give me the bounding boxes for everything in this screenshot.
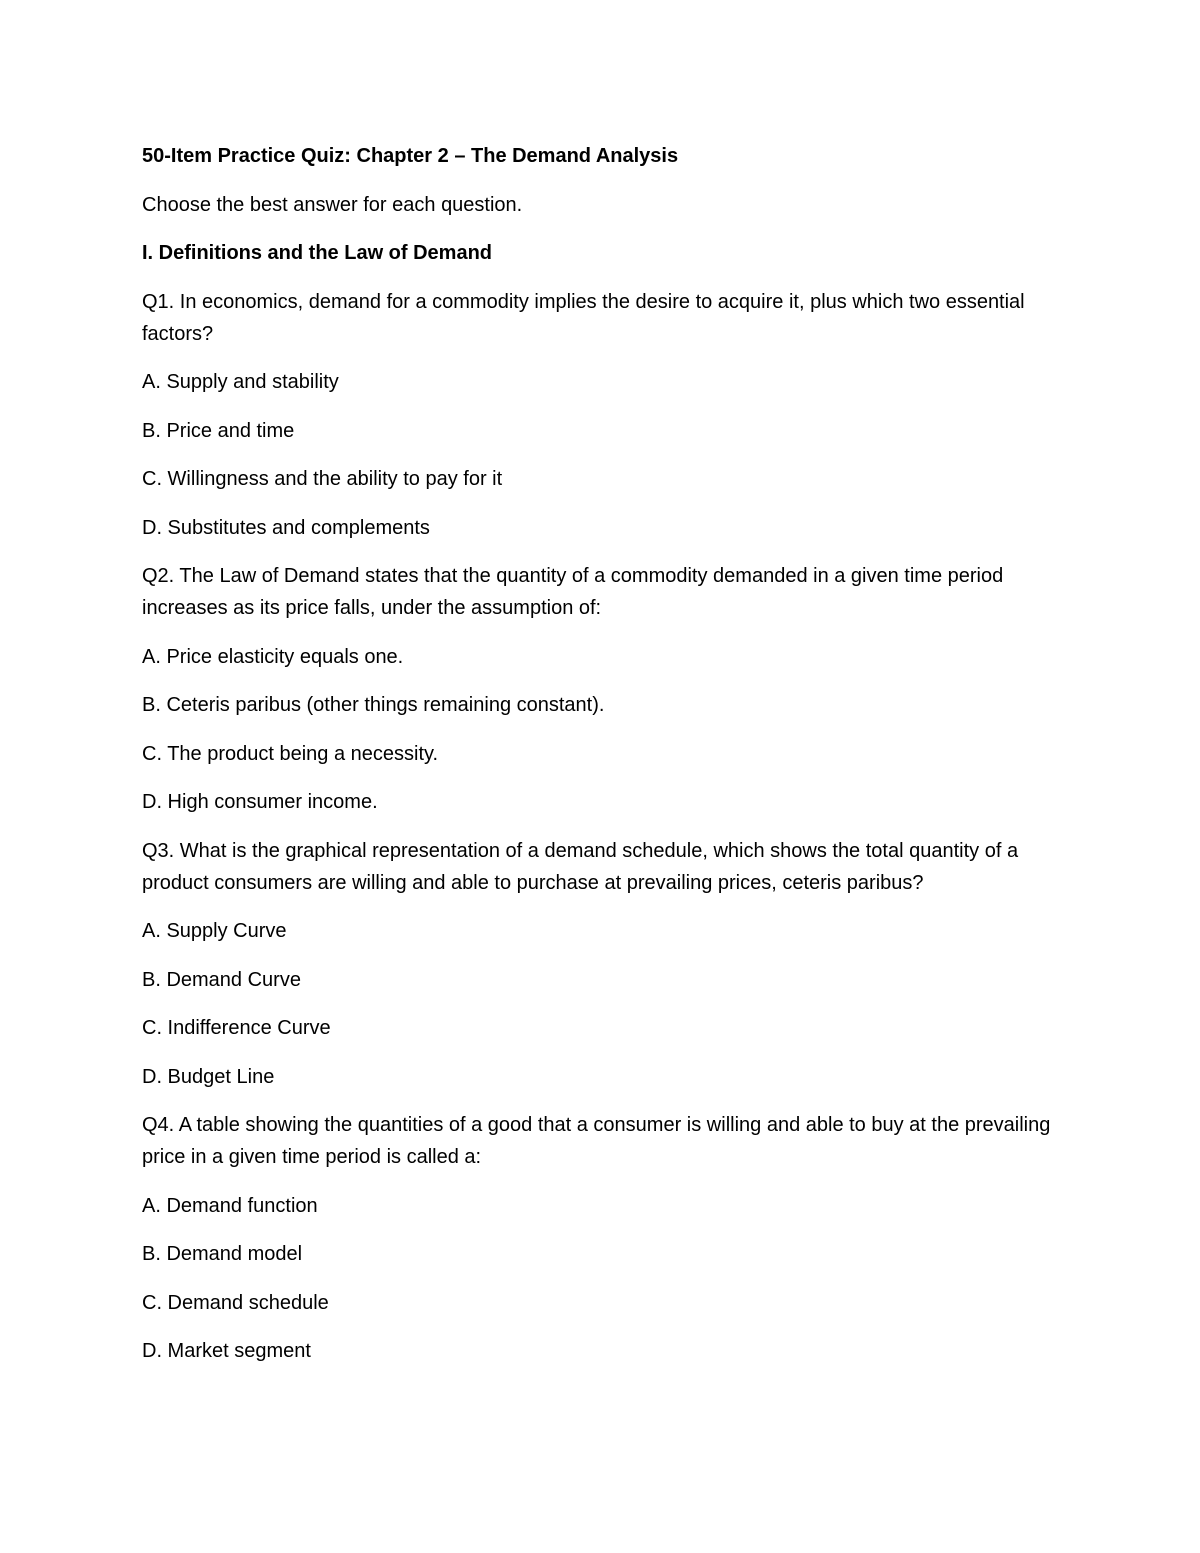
q4-option-b: B. Demand model <box>142 1243 303 1265</box>
q3-option-c: C. Indifference Curve <box>142 1017 331 1039</box>
q3-option-a: A. Supply Curve <box>142 920 287 942</box>
question-4: Q4. A table showing the quantities of a good that a consumer is willing and able to buy at the prevailing price in a given time period is called a: <box>142 1114 1051 1168</box>
question-2: Q2. The Law of Demand states that the quantity of a commodity demanded in a given time period increases as its price falls, under the assumption of: <box>142 565 1004 619</box>
section-heading: I. Definitions and the Law of Demand <box>142 242 493 264</box>
q3-option-d: D. Budget Line <box>142 1065 275 1088</box>
q1-option-b: B. Price and time <box>142 419 295 442</box>
q2-option-a: A. Price elasticity equals one. <box>142 645 404 668</box>
instructions-text: Choose the best answer for each question. <box>142 193 523 216</box>
question-1: Q1. In economics, demand for a commodity implies the desire to acquire it, plus which two essential factors? <box>142 290 1025 345</box>
q1-option-d: D. Substitutes and complements <box>142 516 430 539</box>
q2-option-d: D. High consumer income. <box>142 791 378 813</box>
q4-option-a: A. Demand function <box>142 1194 318 1217</box>
question-3: Q3. What is the graphical representation of a demand schedule, which shows the total quantity of a product consumers are willing and able to purchase at prevailing prices, ceteris paribus? <box>142 839 1019 894</box>
q4-option-c: C. Demand schedule <box>142 1291 329 1314</box>
document-body <box>142 140 1057 1384</box>
q1-option-a: A. Supply and stability <box>142 371 339 393</box>
q4-option-d: D. Market segment <box>142 1340 311 1362</box>
page-title: 50-Item Practice Quiz: Chapter 2 – The Demand Analysis <box>142 145 679 167</box>
q2-option-b: B. Ceteris paribus (other things remaining constant). <box>142 694 605 716</box>
q3-option-b: B. Demand Curve <box>142 968 301 991</box>
q1-option-c: C. Willingness and the ability to pay for it <box>142 468 503 490</box>
q2-option-c: C. The product being a necessity. <box>142 742 439 765</box>
